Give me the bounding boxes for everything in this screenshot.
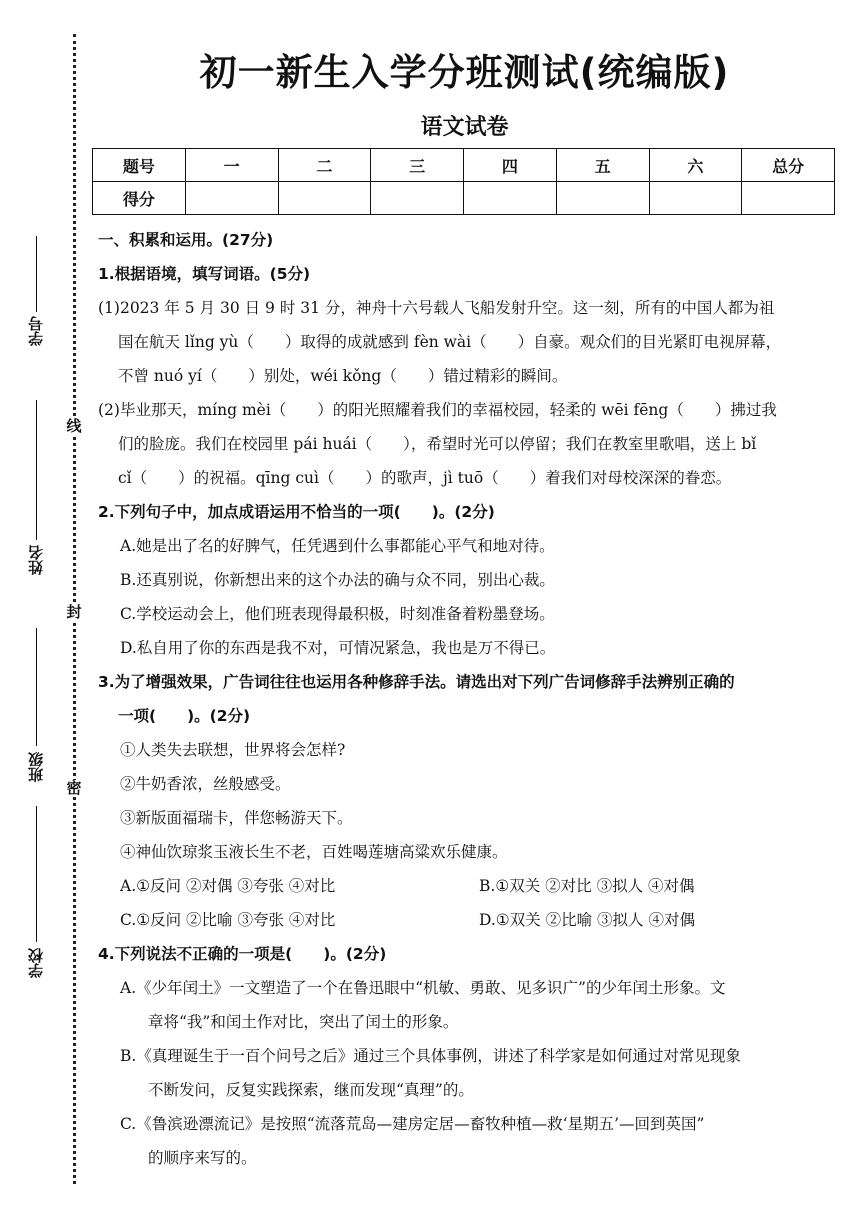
score-cell: 题号 — [93, 149, 186, 182]
question-1-text: 们的脸庞。我们在校园里 pái huái（ ），希望时光可以停留；我们在教室里歌唱，送上 bǐ — [118, 435, 757, 453]
question-1-text: (1)2023 年 5 月 30 日 9 时 31 分，神舟十六号载人飞船发射升空。这一刻，所有的中国人都为祖 — [98, 299, 775, 317]
score-blank-cell[interactable] — [185, 182, 278, 215]
option-c: C.《鲁滨逊漂流记》是按照“流落荒岛—建房定居—畜牧种植—救‘星期五’—回到英国” — [120, 1115, 705, 1133]
option-c-cont: 的顺序来写的。 — [148, 1149, 257, 1167]
field-label-name: 姓名 — [27, 545, 45, 575]
option-b: B.《真理诞生于一百个问号之后》通过三个具体事例，讲述了科学家是如何通过对常见现象 — [120, 1047, 741, 1065]
exam-subtitle: 语文试卷 — [420, 115, 509, 140]
question-3-cont: 一项( )。(2分) — [118, 707, 251, 725]
exam-title: 初一新生入学分班测试(统编版) — [199, 51, 730, 94]
score-table-header-row — [93, 149, 835, 182]
option-b: B.①双关 ②对比 ③拟人 ④对偶 — [479, 877, 695, 895]
field-student-id — [24, 236, 48, 386]
question-1-text: 不曾 nuó yí（ ）别处，wéi kǒng（ ）错过精彩的瞬间。 — [118, 367, 568, 385]
field-class — [24, 628, 48, 798]
option-a: A.①反问 ②对偶 ③夸张 ④对比 — [120, 877, 336, 895]
option-d: D.①双关 ②比喻 ③拟人 ④对偶 — [479, 911, 695, 929]
score-blank-cell[interactable] — [649, 182, 742, 215]
field-school — [24, 806, 48, 996]
option-c: C.学校运动会上，他们班表现得最积极，时刻准备着粉墨登场。 — [120, 605, 555, 623]
field-underline — [36, 400, 37, 540]
seal-char-feng: 封 — [66, 603, 82, 621]
score-blank-cell[interactable] — [371, 182, 464, 215]
question-3: 3.为了增强效果，广告词往往也运用各种修辞手法。请选出对下列广告词修辞手法辨别正确的 — [98, 673, 735, 691]
score-cell: 五 — [556, 149, 649, 182]
binding-margin — [0, 0, 95, 1217]
score-blank-cell[interactable] — [742, 182, 835, 215]
question-4: 4.下列说法不正确的一项是( )。(2分) — [98, 945, 387, 963]
score-blank-cell[interactable] — [556, 182, 649, 215]
field-label-school: 学校 — [27, 948, 45, 978]
ad-line-1: ①人类失去联想，世界将会怎样? — [120, 741, 346, 759]
field-underline — [36, 628, 37, 746]
option-a: A.《少年闰土》一文塑造了一个在鲁迅眼中“机敏、勇敢、见多识广”的少年闰土形象。文 — [120, 979, 726, 997]
field-underline — [36, 806, 37, 942]
score-cell: 四 — [464, 149, 557, 182]
option-b: B.还真别说，你新想出来的这个办法的确与众不同，别出心裁。 — [120, 571, 555, 589]
seal-char-xian: 线 — [66, 417, 82, 435]
option-a-cont: 章将“我”和闰土作对比，突出了闰土的形象。 — [148, 1013, 459, 1031]
field-label-class: 班级 — [27, 752, 45, 782]
exam-body — [98, 223, 838, 1175]
section-heading: 一、积累和运用。(27分) — [98, 231, 274, 249]
score-cell: 得分 — [93, 182, 186, 215]
field-name — [24, 400, 48, 600]
ad-line-4: ④神仙饮琼浆玉液长生不老，百姓喝莲塘高粱欢乐健康。 — [120, 843, 508, 861]
score-cell: 二 — [278, 149, 371, 182]
score-blank-cell[interactable] — [278, 182, 371, 215]
ad-line-3: ③新版面福瑞卡，伴您畅游天下。 — [120, 809, 353, 827]
option-c: C.①反问 ②比喻 ③夸张 ④对比 — [120, 911, 336, 929]
field-underline — [36, 236, 37, 312]
option-d: D.私自用了你的东西是我不对，可情况紧急，我也是万不得已。 — [120, 639, 556, 657]
score-cell: 总分 — [742, 149, 835, 182]
question-1-text: (2)毕业那天，míng mèi（ ）的阳光照耀着我们的幸福校园，轻柔的 wēi fēng（ ）拂过我 — [98, 401, 777, 419]
score-cell: 一 — [185, 149, 278, 182]
score-cell: 三 — [371, 149, 464, 182]
question-1-text: 国在航天 lǐng yù（ ）取得的成就感到 fèn wài（ ）自豪。观众们的目光紧盯电视屏幕， — [118, 333, 782, 351]
score-cell: 六 — [649, 149, 742, 182]
seal-char-mi: 密 — [66, 779, 82, 797]
score-blank-cell[interactable] — [464, 182, 557, 215]
ad-line-2: ②牛奶香浓，丝般感受。 — [120, 775, 291, 793]
option-b-cont: 不断发问，反复实践探索，继而发现“真理”的。 — [148, 1081, 474, 1099]
question-1: 1.根据语境，填写词语。(5分) — [98, 265, 311, 283]
question-1-text: cǐ（ ）的祝福。qīng cuì（ ）的歌声，jì tuō（ ）着我们对母校深深的眷恋。 — [118, 469, 732, 487]
options-cd — [98, 903, 838, 937]
options-ab — [98, 869, 838, 903]
field-label-student-id: 学号 — [27, 316, 45, 346]
question-2: 2.下列句子中，加点成语运用不恰当的一项( )。(2分) — [98, 503, 495, 521]
score-table — [92, 148, 835, 215]
option-a: A.她是出了名的好脾气，任凭遇到什么事都能心平气和地对待。 — [120, 537, 555, 555]
score-table-score-row — [93, 182, 835, 215]
